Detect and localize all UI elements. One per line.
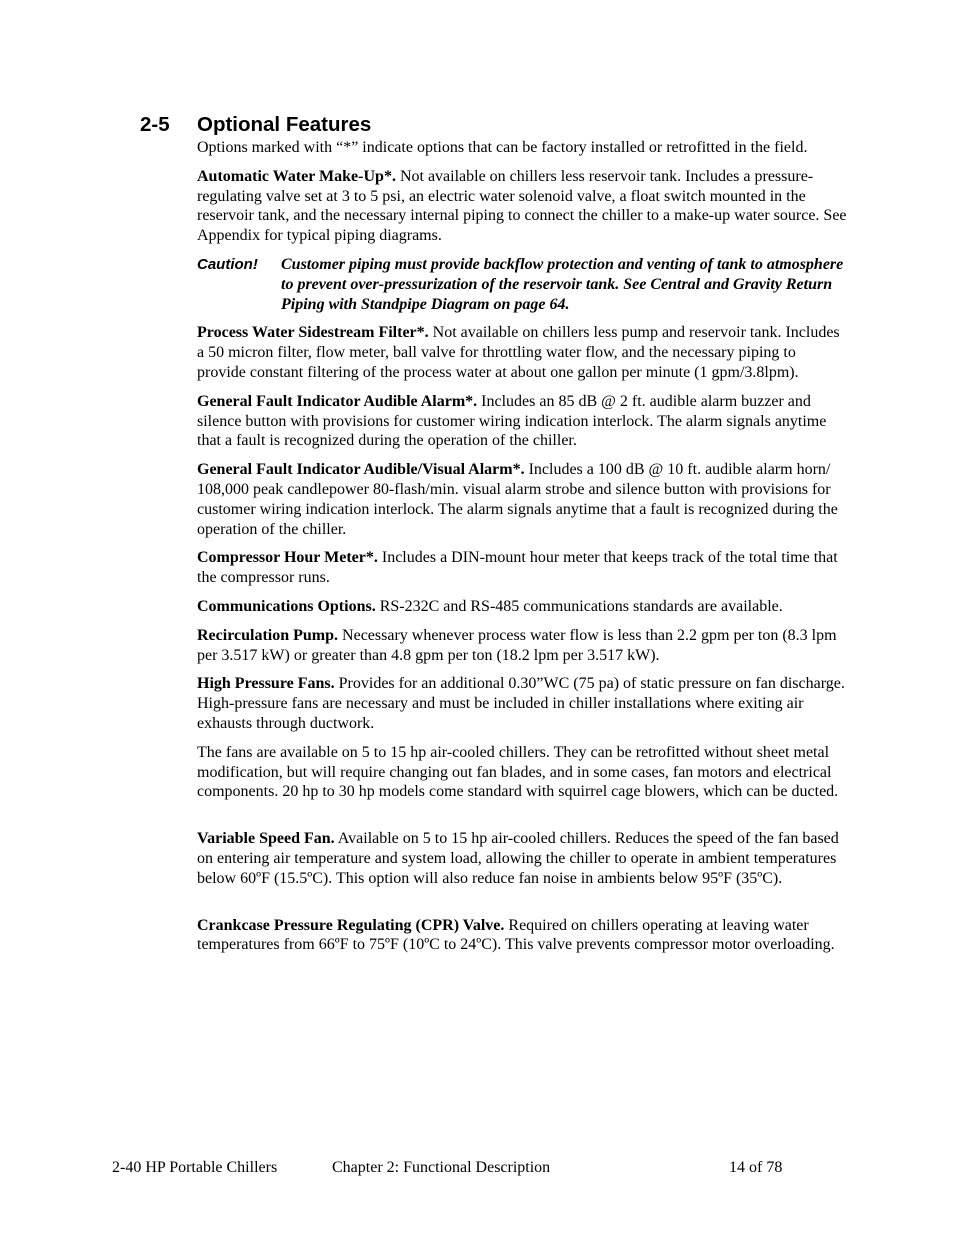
caution-text: Customer piping must provide backflow protection and venting of tank to atmosphere to prevent over-pressurization of the reservoir tank. See Central and Gravity Return Piping with Standpipe Diagram on page 64. xyxy=(281,255,844,313)
feature-title: Variable Speed Fan. xyxy=(197,830,335,848)
caution-label: Caution! xyxy=(197,255,258,273)
footer-product: 2-40 HP Portable Chillers xyxy=(112,1159,278,1176)
feature-text: Provides for an additional 0.30”WC (75 pa) of static pressure on fan discharge. High-pressure fans are necessary and must be included in chiller installations where exiting air exhausts through ductwork. xyxy=(197,675,845,732)
feature-text: Not available on chillers less reservoir tank. Includes a pressure-regulating valve set at 3 to 5 psi, an electric water solenoid valve, a float switch mounted in the reservoir tank, and the necessary internal piping to connect the chiller to a make-up water source. See Appendix for typical piping diagrams. xyxy=(197,167,847,245)
section-number: 2-5 xyxy=(140,113,170,136)
feature-title: Compressor Hour Meter*. xyxy=(197,549,378,567)
feature-title: General Fault Indicator Audible/Visual Alarm*. xyxy=(197,461,525,479)
feature-title: Communications Options. xyxy=(197,597,376,615)
feature-water-makeup xyxy=(197,167,847,246)
feature-high-pressure-fans xyxy=(197,674,847,733)
feature-recirculation-pump xyxy=(197,626,847,666)
feature-text: Includes an 85 dB @ 2 ft. audible alarm buzzer and silence button with provisions for customer wiring indication interlock. The alarm signals anytime that a fault is recognized during the operation of the chiller. xyxy=(197,392,827,450)
section-heading xyxy=(140,112,371,138)
feature-audible-alarm xyxy=(197,392,847,451)
feature-hour-meter xyxy=(197,548,847,588)
feature-audible-visual-alarm xyxy=(197,460,847,539)
feature-title: Automatic Water Make-Up*. xyxy=(197,167,396,185)
section-body xyxy=(197,138,847,964)
feature-title: Recirculation Pump. xyxy=(197,626,339,644)
intro-paragraph: Options marked with “*” indicate options that can be factory installed or retrofitted in the field. xyxy=(197,139,808,156)
feature-text: Includes a 100 dB @ 10 ft. audible alarm horn/ 108,000 peak candlepower 80-flash/min. visual alarm strobe and silence button with provisions for customer wiring indication interlock. The alarm signals anytime that a fault is recognized during the operation of the chiller. xyxy=(197,461,838,538)
fans-note-paragraph: The fans are available on 5 to 15 hp air-cooled chillers. They can be retrofitted without sheet metal modification, but will require changing out fan blades, and in some cases, fan motors and electrical components. 20 hp to 30 hp models come standard with squirrel cage blowers, which can be ducted. xyxy=(197,743,839,801)
feature-text: Required on chillers operating at leaving water temperatures from 66ºF to 75ºF (10ºC to 24ºC). This valve prevents compressor motor overloading. xyxy=(197,916,835,954)
section-title: Optional Features xyxy=(197,113,372,136)
feature-text: RS-232C and RS-485 communications standards are available. xyxy=(375,597,783,615)
feature-text: Available on 5 to 15 hp air-cooled chillers. Reduces the speed of the fan based on entering air temperature and system load, allowing the chiller to operate in ambient temperatures below 60ºF (15.5ºC). This option will also reduce fan noise in ambients below 95ºF (35ºC). xyxy=(197,830,839,887)
feature-text: Necessary whenever process water flow is less than 2.2 gpm per ton (8.3 lpm per 3.517 kW) or greater than 4.8 gpm per ton (18.2 lpm per 3.517 kW). xyxy=(197,626,837,664)
feature-communications xyxy=(197,597,847,617)
feature-title: General Fault Indicator Audible Alarm*. xyxy=(197,392,478,410)
spacer xyxy=(197,811,847,829)
feature-cpr-valve xyxy=(197,916,847,956)
caution-note xyxy=(197,255,847,314)
feature-title: High Pressure Fans. xyxy=(197,675,335,693)
feature-text: Includes a DIN-mount hour meter that keeps track of the total time that the compressor runs. xyxy=(197,549,838,587)
feature-sidestream-filter xyxy=(197,323,847,382)
spacer xyxy=(197,898,847,916)
feature-variable-speed-fan xyxy=(197,829,847,888)
footer-page-number: 14 of 78 xyxy=(729,1159,783,1176)
feature-title: Process Water Sidestream Filter*. xyxy=(197,324,429,342)
feature-text: Not available on chillers less pump and reservoir tank. Includes a 50 micron filter, flow meter, ball valve for throttling water flow, and the necessary piping to provide constant filtering of the process water at about one gallon per minute (1 gpm/3.8lpm). xyxy=(197,324,840,381)
footer-chapter: Chapter 2: Functional Description xyxy=(332,1159,551,1176)
feature-title: Crankcase Pressure Regulating (CPR) Valve. xyxy=(197,916,505,934)
